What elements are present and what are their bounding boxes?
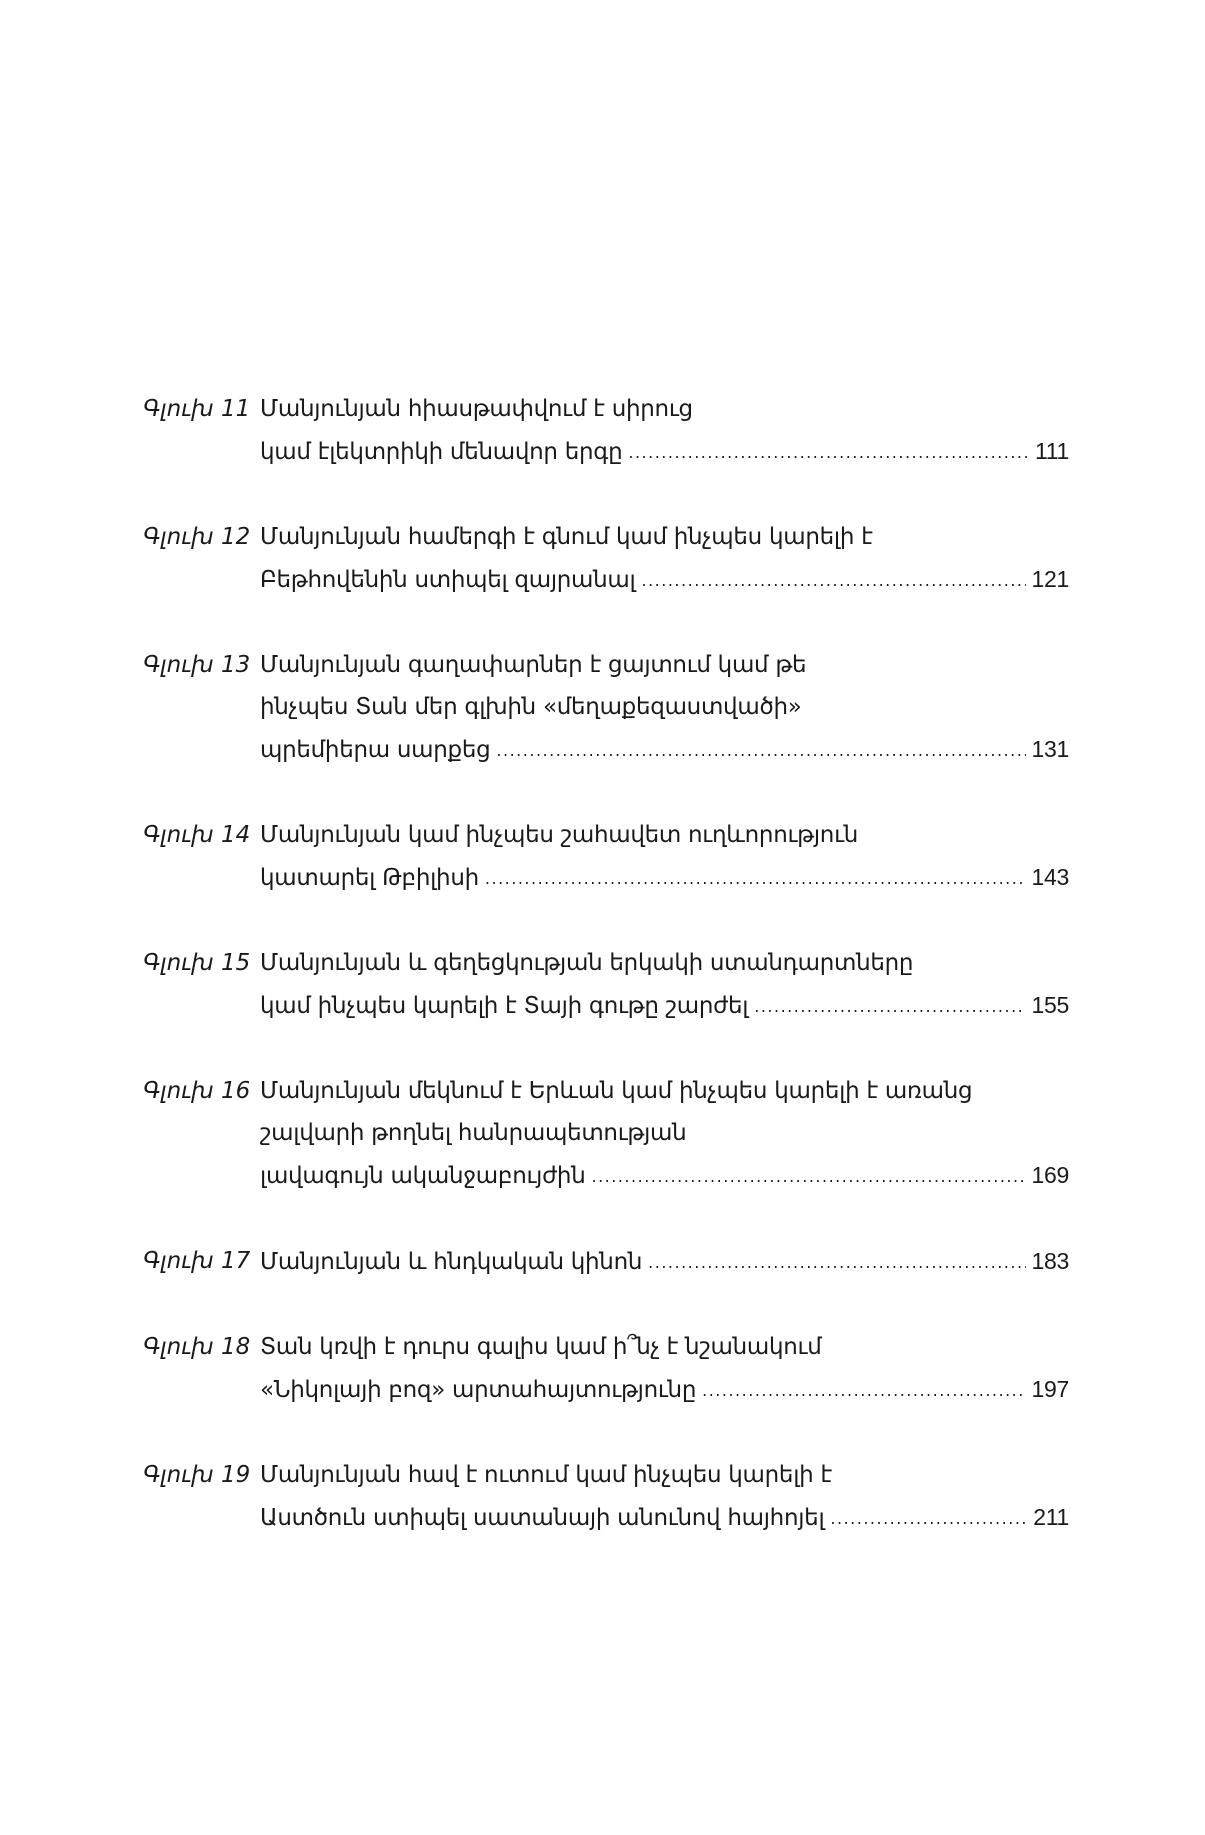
dot-leader <box>485 858 1026 900</box>
table-of-contents <box>143 388 1069 1582</box>
chapter-label: Գլուխ 16 <box>143 1078 251 1104</box>
dot-leader <box>642 560 1026 602</box>
chapter-title-line: Մանյունյան հիասթափվում է սիրուց <box>260 396 693 422</box>
chapter-title <box>260 1454 1069 1541</box>
chapter-label: Գլուխ 17 <box>143 1248 251 1274</box>
chapter-label: Գլուխ 18 <box>143 1334 251 1360</box>
chapter-title-last-line <box>260 984 1069 1029</box>
page-number[interactable]: 143 <box>1031 864 1069 890</box>
chapter-title-last-line <box>260 856 1069 901</box>
page-number[interactable]: 183 <box>1031 1248 1069 1274</box>
chapter-title-line: Մանյունյան կամ ինչպես շահավետ ուղևորություն <box>260 822 859 848</box>
page-number[interactable]: 197 <box>1031 1376 1069 1402</box>
chapter-label: Գլուխ 19 <box>143 1462 251 1488</box>
page-number[interactable]: 211 <box>1033 1504 1069 1530</box>
chapter-title-line: պրեմիերա սարքեց <box>260 737 491 763</box>
chapter-title-line: Աստծուն ստիպել սատանայի անունով հայհոյել <box>260 1505 825 1531</box>
chapter-title-line: լավագույն ականջաբույժին <box>260 1163 586 1189</box>
toc-entry[interactable] <box>143 1454 1069 1541</box>
chapter-label: Գլուխ 12 <box>143 524 251 550</box>
chapter-title <box>260 516 1069 603</box>
chapter-title-line: ինչպես Տան մեր գլխին «մեղաքեզաստվածի» <box>260 694 802 720</box>
page-number[interactable]: 131 <box>1031 736 1069 762</box>
page-number[interactable]: 155 <box>1031 992 1069 1018</box>
chapter-title-last-line <box>260 1368 1069 1413</box>
chapter-title-line: կատարել Թբիլիսի <box>260 865 479 891</box>
chapter-title-line: Մանյունյան գաղափարներ է ցայտում կամ թե <box>260 652 807 678</box>
chapter-title <box>260 1240 1069 1285</box>
chapter-title-last-line <box>260 430 1069 475</box>
chapter-title-line: «Նիկոլայի բոզ» արտահայտությունը <box>260 1377 697 1403</box>
chapter-title-line: կամ էլեկտրիկի մենավոր երգը <box>260 439 623 465</box>
toc-entry[interactable] <box>143 1326 1069 1413</box>
page-number[interactable]: 169 <box>1031 1162 1069 1188</box>
chapter-title <box>260 644 1069 773</box>
chapter-label: Գլուխ 13 <box>143 652 251 678</box>
chapter-title <box>260 388 1069 475</box>
chapter-label: Գլուխ 11 <box>143 396 251 422</box>
chapter-title-last-line <box>260 1496 1069 1541</box>
chapter-title-line: Մանյունյան հավ է ուտում կամ ինչպես կարելի է <box>260 1462 832 1488</box>
chapter-title <box>260 1070 1069 1199</box>
chapter-label: Գլուխ 15 <box>143 950 251 976</box>
toc-entry[interactable] <box>143 388 1069 475</box>
dot-leader <box>628 432 1029 474</box>
dot-leader <box>496 730 1025 772</box>
dot-leader <box>592 1156 1026 1198</box>
dot-leader <box>648 1242 1025 1284</box>
toc-entry[interactable] <box>143 1240 1069 1285</box>
chapter-title-line: Մանյունյան համերգի է գնում կամ ինչպես կարելի է <box>260 524 873 550</box>
toc-entry[interactable] <box>143 814 1069 901</box>
chapter-title-last-line <box>260 728 1069 773</box>
chapter-title-last-line <box>260 1154 1069 1199</box>
toc-entry[interactable] <box>143 942 1069 1029</box>
chapter-title-last-line <box>260 558 1069 603</box>
toc-entry[interactable] <box>143 644 1069 773</box>
chapter-title-line: Մանյունյան մեկնում է Երևան կամ ինչպես կարելի է առանց <box>260 1078 973 1104</box>
chapter-title <box>260 942 1069 1029</box>
chapter-title-line: Մանյունյան և գեղեցկության երկակի ստանդարտները <box>260 950 914 976</box>
chapter-title <box>260 814 1069 901</box>
toc-entry[interactable] <box>143 516 1069 603</box>
toc-entry[interactable] <box>143 1070 1069 1199</box>
chapter-title-line: կամ ինչպես կարելի է Տայի գութը շարժել <box>260 993 749 1019</box>
chapter-title-line: Մանյունյան և հնդկական կինոն <box>260 1249 643 1275</box>
chapter-title-last-line <box>260 1240 1069 1285</box>
dot-leader <box>702 1370 1025 1412</box>
dot-leader <box>830 1498 1027 1540</box>
dot-leader <box>754 986 1025 1028</box>
page-number[interactable]: 121 <box>1031 566 1069 592</box>
chapter-label: Գլուխ 14 <box>143 822 251 848</box>
chapter-title <box>260 1326 1069 1413</box>
chapter-title-line: Բեթհովենին ստիպել զայրանալ <box>260 567 636 593</box>
chapter-title-line: Տան կռվի է դուրս գալիս կամ ի՞նչ է նշանակում <box>260 1334 822 1360</box>
chapter-title-line: շալվարի թողնել հանրապետության <box>260 1120 687 1146</box>
page-number[interactable]: 111 <box>1034 438 1069 464</box>
